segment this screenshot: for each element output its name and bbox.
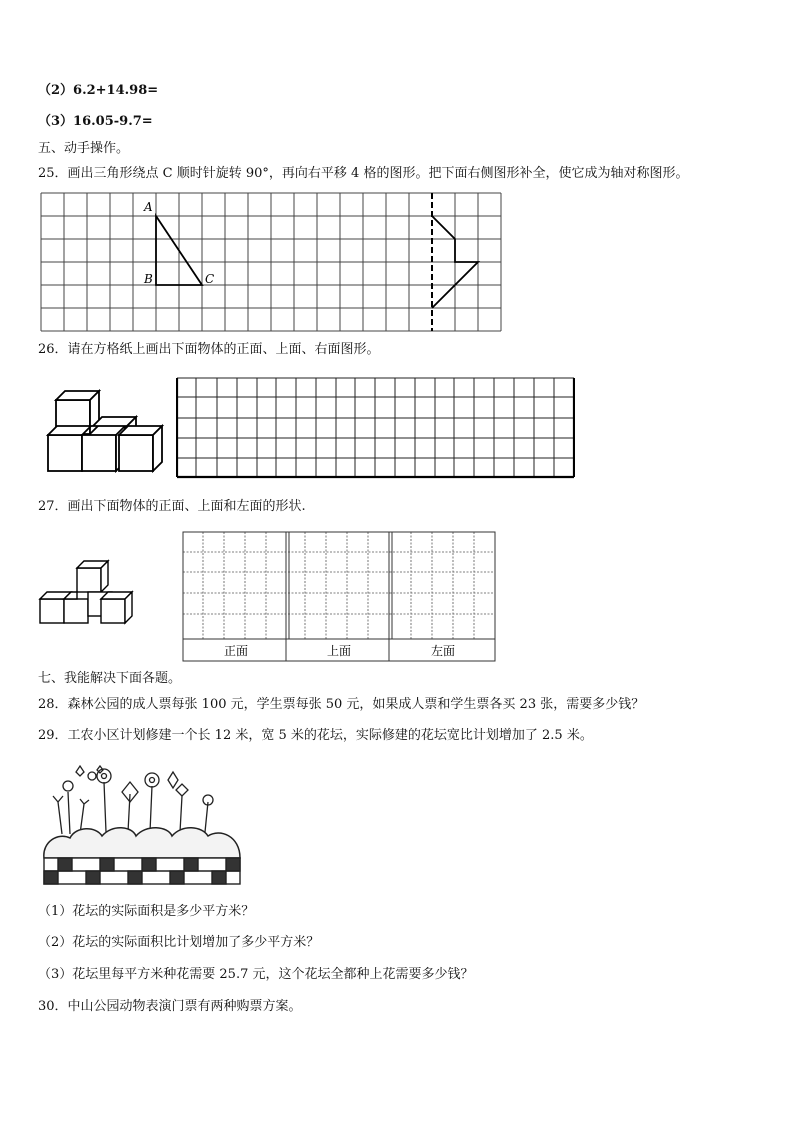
question-28: 28．森林公园的成人票每张 100 元，学生票每张 50 元，如果成人票和学生票各买 23 张，需要多少钱？ bbox=[38, 697, 645, 712]
label-c: C bbox=[205, 272, 215, 286]
question-30: 30．中山公园动物表演门票有两种购票方案。 bbox=[38, 999, 302, 1014]
grid-27 bbox=[182, 531, 496, 663]
label-b: B bbox=[144, 272, 153, 286]
grid-25 bbox=[40, 192, 502, 332]
label-top: 上面 bbox=[326, 644, 352, 658]
label-a: A bbox=[144, 200, 153, 214]
question-29-part-1: （1）花坛的实际面积是多少平方米？ bbox=[38, 904, 255, 919]
question-27: 27．画出下面物体的正面、上面和左面的形状. bbox=[38, 499, 306, 514]
question-29-part-2: （2）花坛的实际面积比计划增加了多少平方米？ bbox=[38, 935, 320, 950]
cubes-26 bbox=[42, 386, 174, 478]
label-left: 左面 bbox=[430, 644, 456, 658]
section-5-heading: 五、动手操作。 bbox=[38, 141, 130, 156]
expr-3: （3）16.05-9.7= bbox=[38, 114, 153, 129]
question-29-part-3: （3）花坛里每平方米种花需要 25.7 元，这个花坛全都种上花需要多少钱？ bbox=[38, 967, 474, 982]
flowerbed-illustration bbox=[40, 762, 246, 888]
cubes-27 bbox=[38, 556, 140, 628]
question-25: 25．画出三角形绕点 C 顺时针旋转 90°，再向右平移 4 格的图形。把下面右侧图形补全，使它成为轴对称图形。 bbox=[38, 166, 689, 181]
question-29: 29．工农小区计划修建一个长 12 米，宽 5 米的花坛，实际修建的花坛宽比计划增加了 2.5 米。 bbox=[38, 728, 593, 743]
question-26: 26．请在方格纸上画出下面物体的正面、上面、右面图形。 bbox=[38, 342, 380, 357]
section-7-heading: 七、我能解决下面各题。 bbox=[38, 671, 182, 686]
grid-26 bbox=[176, 377, 575, 479]
label-front: 正面 bbox=[223, 644, 249, 658]
expr-2: （2）6.2+14.98= bbox=[38, 83, 159, 98]
